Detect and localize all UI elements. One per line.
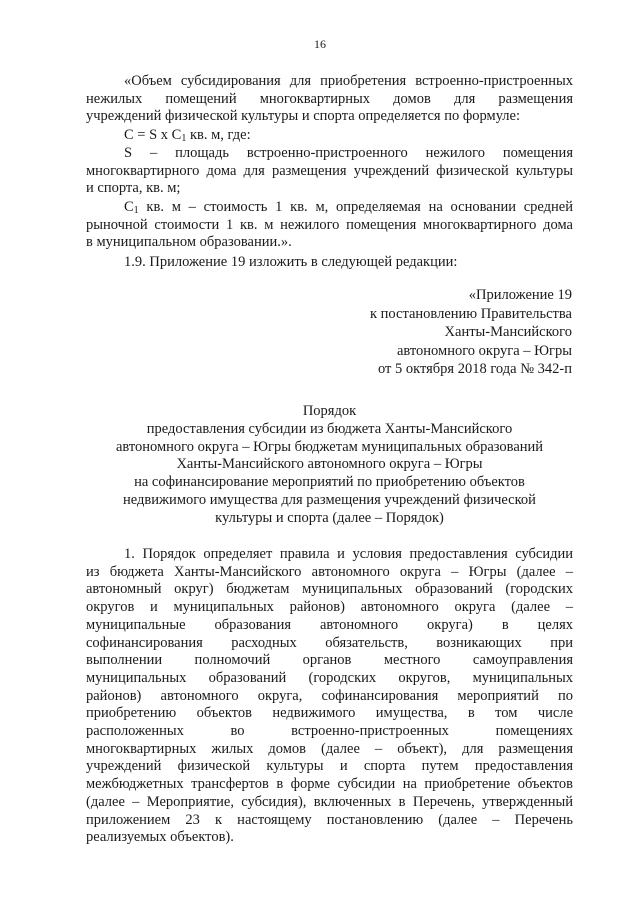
title-line: предоставления субсидии из бюджета Ханты-Мансийского <box>146 420 513 437</box>
text-line: нежилых помещений многоквартирных домов для размещения <box>86 90 573 107</box>
text-line: многоквартирных жилых домов (далее – объект), для размещения <box>86 740 573 757</box>
point-1-paragraph <box>86 546 573 847</box>
title-line: автономного округа – Югры бюджетам муниципальных образований <box>115 438 544 455</box>
text-line: в муниципальном образовании.». <box>86 234 292 251</box>
appendix-line: «Приложение 19 <box>468 287 572 303</box>
text-line: S – площадь встроенно-пристроенного нежилого помещения <box>124 145 573 161</box>
text-line: из бюджета Ханты-Мансийского автономного округа – Югры (далее – <box>86 563 573 580</box>
text-line: и спорта, кв. м; <box>86 180 181 197</box>
formula-subscript: 1 <box>181 133 187 144</box>
text-line: приобретению объектов недвижимого имущества, в том числе <box>86 705 573 722</box>
text-line: 1. Порядок определяет правила и условия предоставления субсидии <box>124 546 573 562</box>
appendix-line: к постановлению Правительства <box>370 305 572 322</box>
text-line: учреждений физической культуры и спорта путем предоставления <box>86 758 573 775</box>
text-line: расположенных во встроенно-пристроенных помещениях <box>86 723 573 740</box>
title-line: культуры и спорта (далее – Порядок) <box>215 509 444 526</box>
formula-prefix: C = S x C <box>124 127 182 143</box>
clause-1-9 <box>86 254 573 272</box>
definition-s <box>86 145 573 198</box>
text-line: многоквартирного дома для размещения учреждений физической культуры <box>86 162 573 179</box>
appendix-line: Ханты-Мансийского <box>444 324 572 340</box>
text-line: автономный округ) бюджетам муниципальных образований (городских <box>86 581 573 598</box>
text-line: рыночной стоимости 1 кв. м нежилого помещения многоквартирного дома <box>86 216 573 233</box>
text-line: районов) автономного округа, софинансирования мероприятий по <box>86 687 573 704</box>
text-line: приложением 23 к настоящему постановлению (далее – Перечень <box>86 811 573 828</box>
text-line: муниципальных образований (городских округов, муниципальных <box>86 669 573 686</box>
appendix-line: от 5 октября 2018 года № 342-п <box>377 361 572 377</box>
c1-symbol: C <box>124 199 134 215</box>
text-line: выполнении полномочий органов местного самоуправления <box>86 652 573 669</box>
document-title <box>86 403 573 528</box>
text-line: учреждений физической культуры и спорта определяется по формуле: <box>86 108 521 125</box>
formula-line <box>86 127 573 145</box>
text-line: «Объем субсидирования для приобретения встроенно-пристроенных <box>124 73 573 89</box>
text-line: реализуемых объектов). <box>86 829 234 846</box>
title-line: Ханты-Мансийского автономного округа – Югры <box>176 456 483 473</box>
formula-suffix: кв. м, где: <box>186 127 251 143</box>
subsidy-volume-paragraph <box>86 73 573 126</box>
definition-c1 <box>86 199 573 252</box>
c1-subscript: 1 <box>133 205 139 216</box>
text-line: 1.9. Приложение 19 изложить в следующей редакции: <box>124 254 458 270</box>
text-line: межбюджетных трансфертов в форме субсидии на приобретение объектов <box>86 776 573 793</box>
appendix-header <box>370 286 572 379</box>
page-number: 16 <box>314 37 326 51</box>
c1-first-line: кв. м – стоимость 1 кв. м, определяемая на основании средней <box>138 199 573 215</box>
text-line: софинансирования расходных обязательств, возникающих при <box>86 634 573 651</box>
text-line: муниципальные образования автономного округа) в целях <box>86 616 573 633</box>
text-line: округов и муниципальных районов) автономного округа (далее – <box>86 599 573 616</box>
appendix-line: автономного округа – Югры <box>396 342 572 359</box>
title-line: на софинансирование мероприятий по приобретению объектов <box>134 474 525 491</box>
text-line <box>86 199 573 217</box>
text-line: (далее – Мероприятие, субсидия), включенных в Перечень, утвержденный <box>86 793 573 810</box>
title-line: недвижимого имущества для размещения учреждений физической <box>123 491 536 508</box>
title-line: Порядок <box>302 403 357 419</box>
